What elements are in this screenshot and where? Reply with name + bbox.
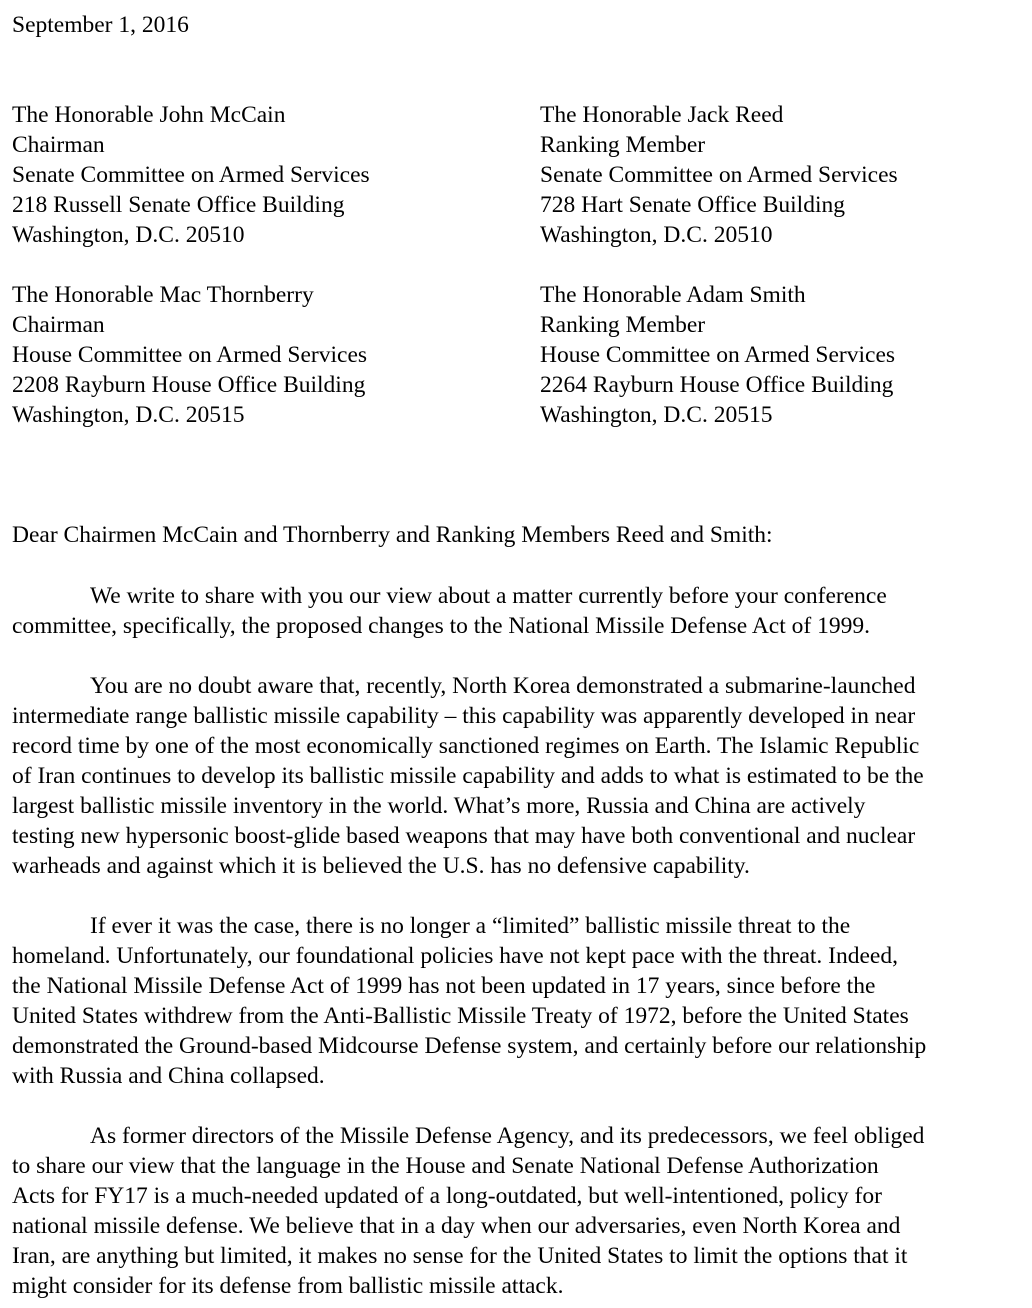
address-line: The Honorable John McCain	[12, 102, 286, 128]
paragraph-line: largest ballistic missile inventory in the world. What’s more, Russia and China are actively	[12, 793, 866, 819]
paragraph-line: United States withdrew from the Anti-Ballistic Missile Treaty of 1972, before the United States	[12, 1003, 909, 1029]
address-line: The Honorable Jack Reed	[540, 102, 784, 128]
recipient-address-reed	[540, 100, 898, 250]
paragraph-line: As former directors of the Missile Defense Agency, and its predecessors, we feel obliged	[90, 1123, 925, 1149]
paragraph-line: warheads and against which it is believed the U.S. has no defensive capability.	[12, 853, 750, 879]
address-line: 2264 Rayburn House Office Building	[540, 372, 894, 398]
address-line: Washington, D.C. 20515	[540, 402, 773, 428]
address-line: 218 Russell Senate Office Building	[12, 192, 345, 218]
paragraph-line: record time by one of the most economically sanctioned regimes on Earth. The Islamic Republic	[12, 733, 920, 759]
paragraph-line: intermediate range ballistic missile capability – this capability was apparently developed in near	[12, 703, 916, 729]
paragraph-line: testing new hypersonic boost-glide based weapons that may have both conventional and nuclear	[12, 823, 916, 849]
body-paragraph-4	[12, 1121, 1028, 1301]
recipient-address-smith	[540, 280, 895, 430]
paragraph-line: might consider for its defense from ballistic missile attack.	[12, 1273, 564, 1299]
address-line: Chairman	[12, 312, 105, 338]
paragraph-line: to share our view that the language in the House and Senate National Defense Authorization	[12, 1153, 879, 1179]
paragraph-line: Acts for FY17 is a much-needed updated of a long-outdated, but well-intentioned, policy for	[12, 1183, 882, 1209]
paragraph-line: You are no doubt aware that, recently, North Korea demonstrated a submarine-launched	[90, 673, 916, 699]
paragraph-line: homeland. Unfortunately, our foundational policies have not kept pace with the threat. Indeed,	[12, 943, 898, 969]
paragraph-line: If ever it was the case, there is no longer a “limited” ballistic missile threat to the	[90, 913, 851, 939]
paragraph-line: national missile defense. We believe that in a day when our adversaries, even North Korea and	[12, 1213, 901, 1239]
address-line: The Honorable Adam Smith	[540, 282, 806, 308]
salutation: Dear Chairmen McCain and Thornberry and Ranking Members Reed and Smith:	[12, 522, 773, 548]
paragraph-line: demonstrated the Ground-based Midcourse Defense system, and certainly before our relationship	[12, 1033, 927, 1059]
address-line: Washington, D.C. 20515	[12, 402, 245, 428]
address-line: 728 Hart Senate Office Building	[540, 192, 845, 218]
recipient-address-mccain	[12, 100, 370, 250]
address-line: House Committee on Armed Services	[12, 342, 368, 368]
address-line: Senate Committee on Armed Services	[540, 162, 898, 188]
address-line: The Honorable Mac Thornberry	[12, 282, 314, 308]
body-paragraph-1	[12, 581, 1028, 641]
body-paragraph-3	[12, 911, 1028, 1091]
address-line: 2208 Rayburn House Office Building	[12, 372, 366, 398]
address-line: Washington, D.C. 20510	[540, 222, 773, 248]
address-line: Washington, D.C. 20510	[12, 222, 245, 248]
letter-date: September 1, 2016	[12, 12, 189, 38]
body-paragraph-2	[12, 671, 1028, 881]
paragraph-line: We write to share with you our view about a matter currently before your conference	[90, 583, 887, 609]
recipient-address-thornberry	[12, 280, 367, 430]
address-line: Ranking Member	[540, 312, 706, 338]
paragraph-line: Iran, are anything but limited, it makes no sense for the United States to limit the options that it	[12, 1243, 908, 1269]
paragraph-line: committee, specifically, the proposed changes to the National Missile Defense Act of 1999.	[12, 613, 870, 639]
paragraph-line: of Iran continues to develop its ballistic missile capability and adds to what is estimated to be the	[12, 763, 924, 789]
address-line: House Committee on Armed Services	[540, 342, 896, 368]
address-line: Ranking Member	[540, 132, 706, 158]
address-line: Chairman	[12, 132, 105, 158]
address-line: Senate Committee on Armed Services	[12, 162, 370, 188]
paragraph-line: with Russia and China collapsed.	[12, 1063, 325, 1089]
paragraph-line: the National Missile Defense Act of 1999 has not been updated in 17 years, since before the	[12, 973, 876, 999]
